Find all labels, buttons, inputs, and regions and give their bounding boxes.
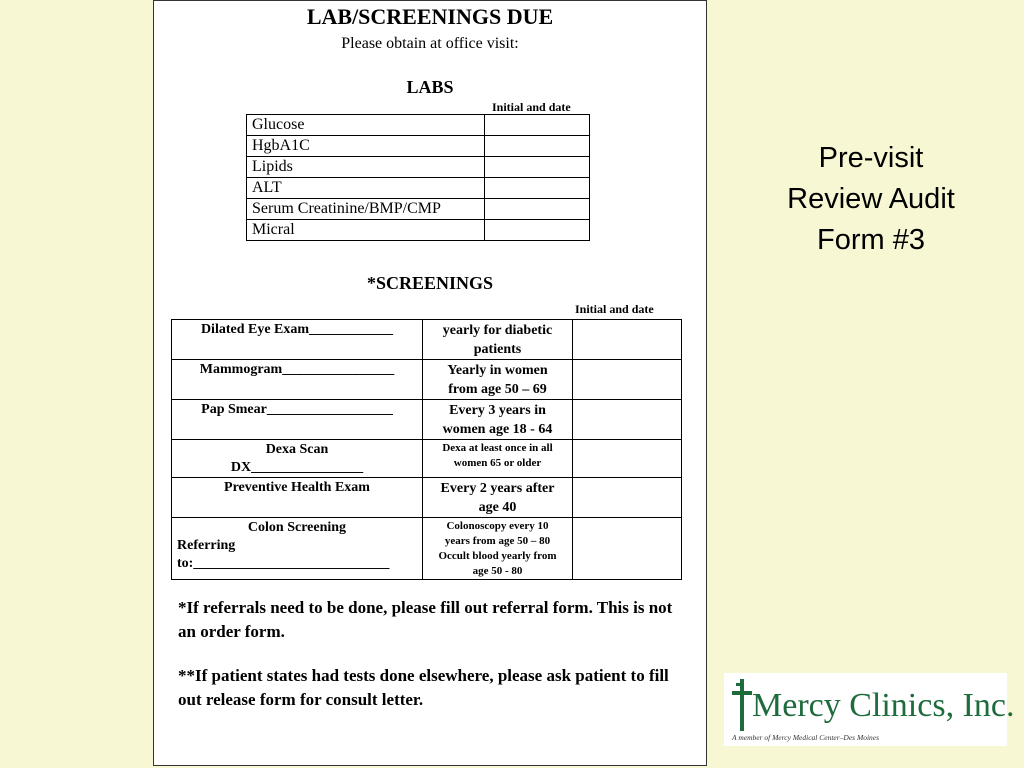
screening-frequency (423, 440, 573, 478)
slide-title-line: Form #3 (817, 224, 925, 256)
screening-initial-field[interactable] (573, 320, 682, 360)
screenings-heading: *SCREENINGS (366, 273, 494, 293)
frequency-line: age 50 - 80 (472, 565, 523, 577)
screening-frequency (423, 320, 573, 360)
lab-initial-field[interactable] (485, 136, 590, 157)
frequency-line: Occult blood yearly from (438, 550, 557, 562)
frequency-line: women age 18 - 64 (442, 422, 553, 437)
labs-heading: LABS (406, 77, 454, 97)
frequency-line: Dexa at least once in all (442, 442, 553, 454)
logo-name: Mercy Clinics, Inc. (752, 687, 1015, 724)
screenings-initial-date-label: Initial and date (575, 302, 654, 316)
lab-row (247, 115, 590, 136)
lab-row (247, 199, 590, 220)
screening-name-line: to:____________________________ (177, 556, 390, 571)
frequency-line: from age 50 – 69 (448, 382, 547, 397)
frequency-line: Yearly in women (447, 363, 548, 378)
screening-name (172, 440, 423, 478)
lab-name: Lipids (247, 157, 485, 178)
screening-row (172, 360, 682, 400)
screening-row (172, 400, 682, 440)
lab-initial-field[interactable] (485, 178, 590, 199)
lab-row (247, 178, 590, 199)
form-subtitle: Please obtain at office visit: (341, 35, 519, 52)
lab-initial-field[interactable] (485, 199, 590, 220)
lab-row (247, 157, 590, 178)
screening-row (172, 518, 682, 580)
frequency-line: Colonoscopy every 10 (446, 520, 549, 532)
screening-name-line: DX________________ (230, 460, 364, 475)
slide-title (740, 138, 1002, 261)
lab-row (247, 136, 590, 157)
frequency-line: yearly for diabetic (442, 323, 553, 338)
frequency-line: women 65 or older (453, 457, 542, 469)
screening-name-line: Pap Smear__________________ (201, 402, 393, 417)
cross-icon (730, 677, 754, 733)
lab-row (247, 220, 590, 241)
labs-table (246, 114, 590, 241)
screening-name (172, 518, 423, 580)
lab-initial-field[interactable] (485, 220, 590, 241)
screening-name-line: Colon Screening (247, 520, 347, 535)
lab-name: Glucose (247, 115, 485, 136)
screening-name-line: Referring (177, 538, 236, 553)
slide-title-line: Pre-visit (818, 142, 924, 174)
screening-name (172, 400, 423, 440)
screening-name (172, 478, 423, 518)
screening-initial-field[interactable] (573, 440, 682, 478)
lab-initial-field[interactable] (485, 157, 590, 178)
release-form-note: **If patient states had tests done elsewhere, please ask patient to fill out release form for consult letter. (178, 666, 669, 709)
screening-name (172, 320, 423, 360)
screening-initial-field[interactable] (573, 400, 682, 440)
screening-row (172, 320, 682, 360)
screening-name (172, 360, 423, 400)
screenings-table (171, 319, 682, 580)
lab-name: HgbA1C (247, 136, 485, 157)
audit-form (153, 0, 707, 766)
screening-name-line: Dilated Eye Exam____________ (200, 322, 394, 337)
frequency-line: patients (473, 342, 522, 357)
referral-note: *If referrals need to be done, please fill out referral form. This is not an order form. (178, 598, 673, 641)
screening-row (172, 478, 682, 518)
screening-frequency (423, 360, 573, 400)
mercy-clinics-logo (724, 673, 1015, 746)
screening-frequency (423, 400, 573, 440)
frequency-line: Every 3 years in (449, 403, 546, 418)
screening-initial-field[interactable] (573, 478, 682, 518)
frequency-line: age 40 (478, 500, 517, 515)
screening-name-line: Mammogram________________ (199, 362, 395, 377)
frequency-line: years from age 50 – 80 (444, 535, 551, 547)
form-title: LAB/SCREENINGS DUE (306, 4, 554, 29)
lab-name: Serum Creatinine/BMP/CMP (247, 199, 485, 220)
frequency-line: Every 2 years after (440, 481, 555, 496)
logo-tagline: A member of Mercy Medical Center–Des Moines (732, 733, 880, 742)
screening-row (172, 440, 682, 478)
slide-title-line: Review Audit (787, 183, 955, 215)
screening-name-line: Preventive Health Exam (224, 480, 370, 495)
lab-name: Micral (247, 220, 485, 241)
labs-initial-date-label: Initial and date (492, 100, 571, 114)
screening-frequency (423, 518, 573, 580)
lab-name: ALT (247, 178, 485, 199)
lab-initial-field[interactable] (485, 115, 590, 136)
screening-initial-field[interactable] (573, 360, 682, 400)
screening-initial-field[interactable] (573, 518, 682, 580)
screening-name-line: Dexa Scan (265, 442, 329, 457)
screening-frequency (423, 478, 573, 518)
